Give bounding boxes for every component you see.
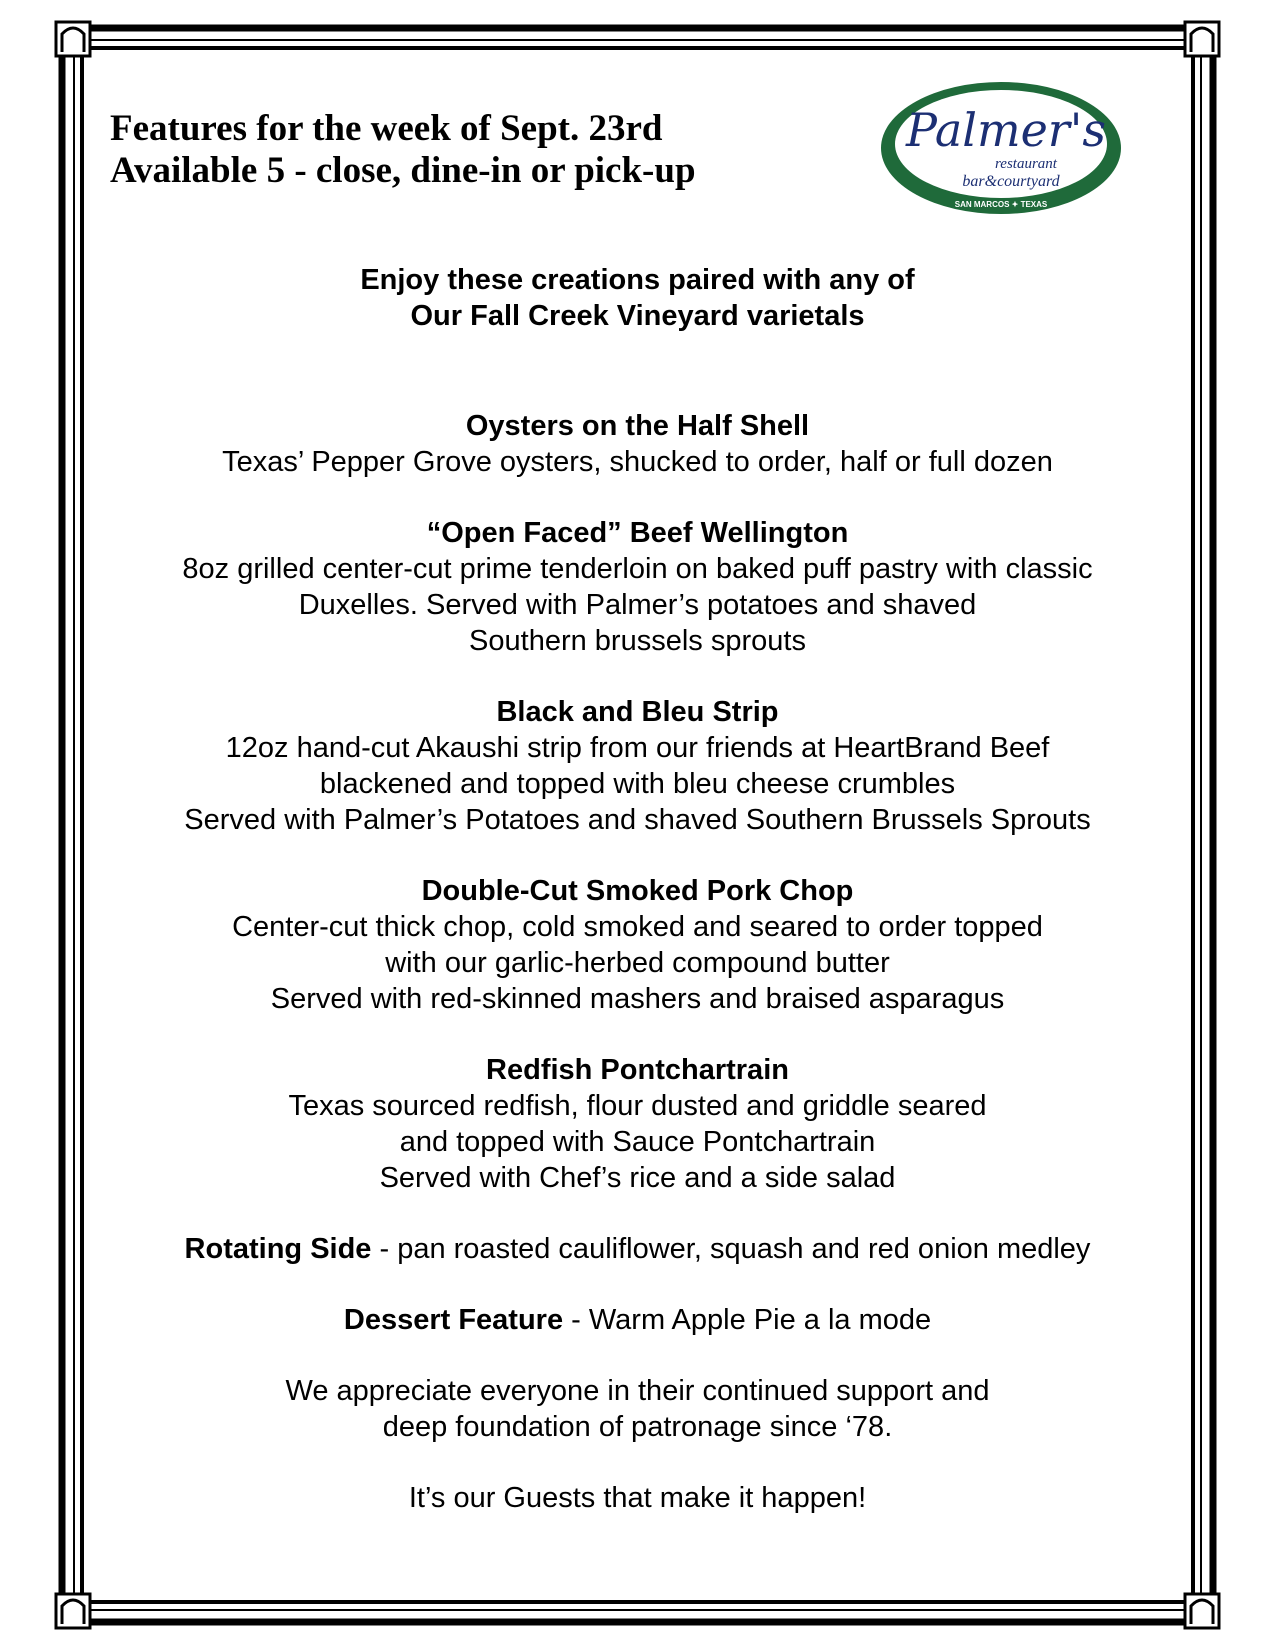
item-name: Double-Cut Smoked Pork Chop <box>421 875 854 907</box>
item-description: blackened and topped with bleu cheese crumbles <box>319 768 956 800</box>
menu-item-oysters <box>90 408 1185 480</box>
item-name: “Open Faced” Beef Wellington <box>426 517 849 549</box>
rotating-side-label: Rotating Side <box>184 1233 372 1265</box>
item-description: Center-cut thick chop, cold smoked and seared to order topped <box>232 911 1043 943</box>
menu-items <box>90 408 1185 1516</box>
header-availability: Available 5 - close, dine-in or pick-up <box>110 150 696 191</box>
item-description: Served with red-skinned mashers and braised asparagus <box>270 983 1005 1015</box>
logo-bar-courtyard: bar&courtyard <box>962 173 1060 190</box>
intro-line-1: Enjoy these creations paired with any of <box>360 264 915 296</box>
item-name: Black and Bleu Strip <box>496 696 779 728</box>
corner-ornament-top-right <box>1185 22 1219 56</box>
corner-ornament-bottom-right <box>1185 1594 1219 1628</box>
intro <box>90 262 1185 334</box>
palmers-logo <box>876 76 1126 220</box>
closing-line-2: deep foundation of patronage since ‘78. <box>382 1411 893 1443</box>
corner-ornament-bottom-left <box>56 1594 90 1628</box>
item-name: Oysters on the Half Shell <box>465 410 810 442</box>
logo-name: Palmer's <box>905 103 1107 157</box>
menu-item-redfish <box>90 1052 1185 1196</box>
intro-line-2: Our Fall Creek Vineyard varietals <box>410 300 865 332</box>
closing-thanks <box>90 1373 1185 1445</box>
item-name: Redfish Pontchartrain <box>486 1054 789 1086</box>
item-description: Served with Chef’s rice and a side salad <box>379 1162 896 1194</box>
logo-location: SAN MARCOS ✦ TEXAS <box>954 200 1048 209</box>
dessert-feature-label: Dessert Feature <box>343 1304 564 1336</box>
header-week: Features for the week of Sept. 23rd <box>110 108 663 149</box>
menu-item-beef-wellington <box>90 515 1185 659</box>
item-description: Texas sourced redfish, flour dusted and griddle seared <box>288 1090 987 1122</box>
item-description: Duxelles. Served with Palmer’s potatoes and shaved <box>298 589 977 621</box>
item-description: 8oz grilled center-cut prime tenderloin on baked puff pastry with classic <box>182 553 1093 585</box>
menu-item-pork-chop <box>90 873 1185 1017</box>
menu-item-black-bleu-strip <box>90 694 1185 838</box>
item-description: Southern brussels sprouts <box>469 625 806 657</box>
dessert-feature <box>90 1302 1185 1338</box>
rotating-side-text: - pan roasted cauliflower, squash and red onion medley <box>371 1233 1091 1265</box>
corner-ornament-top-left <box>56 22 90 56</box>
item-description: and topped with Sauce Pontchartrain <box>399 1126 876 1158</box>
item-description: with our garlic-herbed compound butter <box>385 947 890 979</box>
dessert-feature-text: - Warm Apple Pie a la mode <box>563 1304 932 1336</box>
logo-restaurant: restaurant <box>995 156 1057 172</box>
rotating-side <box>90 1231 1185 1267</box>
item-description: Served with Palmer’s Potatoes and shaved Southern Brussels Sprouts <box>184 804 1091 836</box>
item-description: 12oz hand-cut Akaushi strip from our friends at HeartBrand Beef <box>225 732 1050 764</box>
header <box>110 108 810 192</box>
closing-line-1: We appreciate everyone in their continued support and <box>285 1375 990 1407</box>
menu-page <box>90 60 1185 1590</box>
item-description: Texas’ Pepper Grove oysters, shucked to order, half or full dozen <box>222 446 1053 478</box>
closing-tagline: It’s our Guests that make it happen! <box>408 1482 867 1514</box>
